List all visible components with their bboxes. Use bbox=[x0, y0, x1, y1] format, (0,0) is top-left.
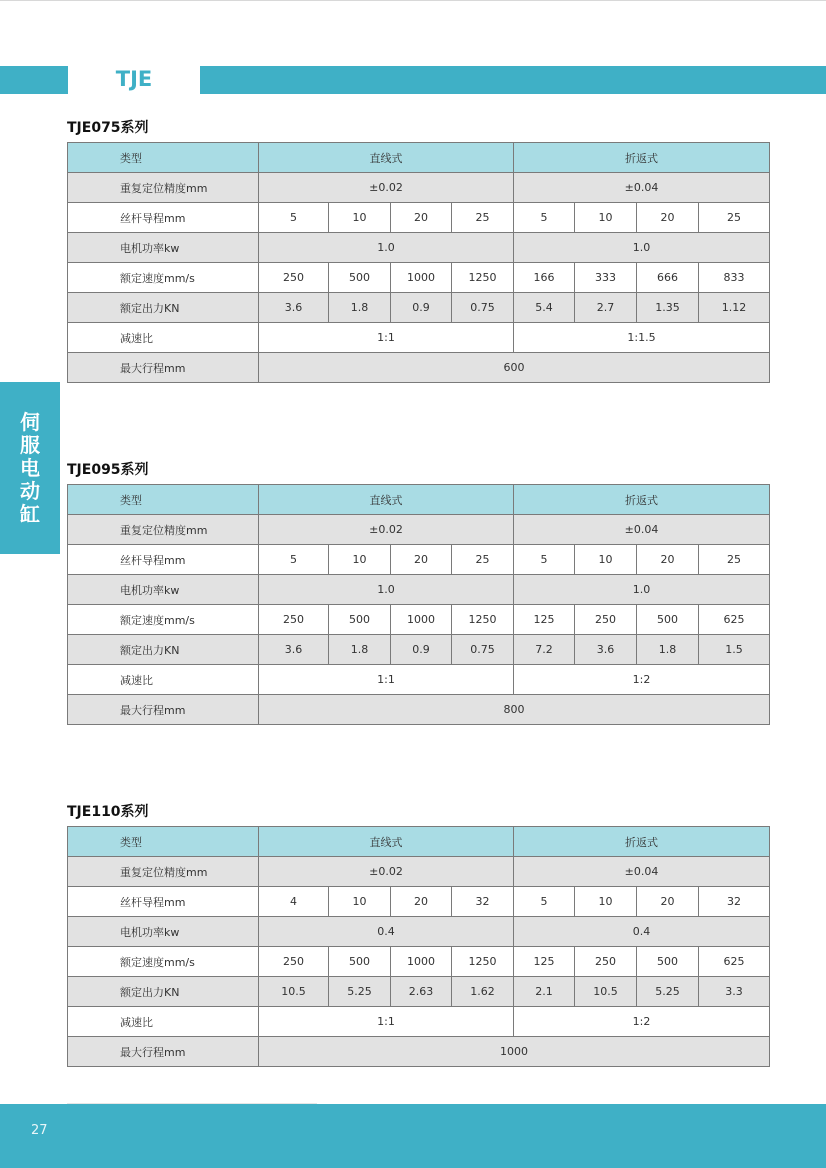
cell: 25 bbox=[699, 203, 770, 233]
row-label: 类型 bbox=[68, 827, 259, 857]
page-number: 27 bbox=[31, 1123, 48, 1138]
table-row bbox=[68, 203, 770, 233]
cell: 1:1 bbox=[259, 665, 514, 695]
cell: 直线式 bbox=[259, 827, 514, 857]
cell: 10 bbox=[575, 545, 637, 575]
side-tab-char: 缸 bbox=[20, 501, 40, 526]
cell: 5 bbox=[514, 887, 575, 917]
cell: 125 bbox=[514, 947, 575, 977]
cell: 10 bbox=[329, 545, 391, 575]
row-label: 额定出力KN bbox=[68, 293, 259, 323]
cell: 166 bbox=[514, 263, 575, 293]
cell: 3.3 bbox=[699, 977, 770, 1007]
table-row bbox=[68, 605, 770, 635]
cell: 20 bbox=[637, 887, 699, 917]
spec-table-tje110 bbox=[67, 826, 770, 1067]
cell: 5.25 bbox=[637, 977, 699, 1007]
table-row bbox=[68, 977, 770, 1007]
cell: 25 bbox=[452, 545, 514, 575]
cell: 0.75 bbox=[452, 635, 514, 665]
row-label: 额定出力KN bbox=[68, 635, 259, 665]
cell: 3.6 bbox=[259, 635, 329, 665]
cell: 折返式 bbox=[514, 827, 770, 857]
cell: 1.8 bbox=[329, 293, 391, 323]
table-row bbox=[68, 635, 770, 665]
row-label: 重复定位精度mm bbox=[68, 515, 259, 545]
top-divider bbox=[0, 0, 826, 1]
cell: 3.6 bbox=[575, 635, 637, 665]
cell: 800 bbox=[259, 695, 770, 725]
cell: 5 bbox=[259, 203, 329, 233]
cell: 500 bbox=[329, 605, 391, 635]
cell: 10.5 bbox=[575, 977, 637, 1007]
cell: ±0.04 bbox=[514, 515, 770, 545]
cell: 1000 bbox=[391, 263, 452, 293]
cell: 0.4 bbox=[259, 917, 514, 947]
cell: 1:1.5 bbox=[514, 323, 770, 353]
table-row bbox=[68, 917, 770, 947]
cell: ±0.04 bbox=[514, 173, 770, 203]
cell: 250 bbox=[575, 947, 637, 977]
cell: 10.5 bbox=[259, 977, 329, 1007]
table-row bbox=[68, 233, 770, 263]
table-row bbox=[68, 665, 770, 695]
cell: 666 bbox=[637, 263, 699, 293]
cell: 1250 bbox=[452, 263, 514, 293]
row-label: 类型 bbox=[68, 143, 259, 173]
row-label: 最大行程mm bbox=[68, 353, 259, 383]
cell: 1:1 bbox=[259, 1007, 514, 1037]
cell: 1000 bbox=[391, 947, 452, 977]
cell: 1.12 bbox=[699, 293, 770, 323]
cell: 1:2 bbox=[514, 665, 770, 695]
row-label: 类型 bbox=[68, 485, 259, 515]
cell: 32 bbox=[699, 887, 770, 917]
cell: 20 bbox=[391, 203, 452, 233]
table-row bbox=[68, 293, 770, 323]
cell: 250 bbox=[259, 263, 329, 293]
cell: 1:2 bbox=[514, 1007, 770, 1037]
cell: 600 bbox=[259, 353, 770, 383]
cell: 25 bbox=[452, 203, 514, 233]
cell: 20 bbox=[391, 887, 452, 917]
table-row bbox=[68, 353, 770, 383]
row-label: 丝杆导程mm bbox=[68, 203, 259, 233]
cell: ±0.04 bbox=[514, 857, 770, 887]
cell: 4 bbox=[259, 887, 329, 917]
cell: 10 bbox=[575, 203, 637, 233]
side-tab-char: 服 bbox=[20, 432, 40, 457]
cell: 1:1 bbox=[259, 323, 514, 353]
cell: 0.4 bbox=[514, 917, 770, 947]
table-row bbox=[68, 485, 770, 515]
cell: 625 bbox=[699, 947, 770, 977]
cell: ±0.02 bbox=[259, 515, 514, 545]
cell: 1.0 bbox=[259, 575, 514, 605]
table-row bbox=[68, 545, 770, 575]
row-label: 额定速度mm/s bbox=[68, 263, 259, 293]
cell: 125 bbox=[514, 605, 575, 635]
cell: 1.35 bbox=[637, 293, 699, 323]
cell: 5.25 bbox=[329, 977, 391, 1007]
cell: 250 bbox=[575, 605, 637, 635]
cell: 2.1 bbox=[514, 977, 575, 1007]
cell: ±0.02 bbox=[259, 857, 514, 887]
cell: 3.6 bbox=[259, 293, 329, 323]
table-row bbox=[68, 323, 770, 353]
row-label: 减速比 bbox=[68, 323, 259, 353]
cell: 2.63 bbox=[391, 977, 452, 1007]
row-label: 额定出力KN bbox=[68, 977, 259, 1007]
cell: 20 bbox=[637, 545, 699, 575]
row-label: 丝杆导程mm bbox=[68, 545, 259, 575]
side-tab-char: 动 bbox=[20, 478, 40, 503]
cell: 10 bbox=[575, 887, 637, 917]
cell: 5 bbox=[259, 545, 329, 575]
cell: 2.7 bbox=[575, 293, 637, 323]
table-row bbox=[68, 827, 770, 857]
cell: 1.5 bbox=[699, 635, 770, 665]
table-row bbox=[68, 1007, 770, 1037]
brand-title: TJE bbox=[115, 67, 153, 91]
cell: 1.62 bbox=[452, 977, 514, 1007]
footer-band bbox=[0, 1104, 826, 1168]
row-label: 电机功率kw bbox=[68, 233, 259, 263]
cell: 1000 bbox=[259, 1037, 770, 1067]
cell: 0.9 bbox=[391, 635, 452, 665]
table-row bbox=[68, 947, 770, 977]
cell: 25 bbox=[699, 545, 770, 575]
cell: 250 bbox=[259, 605, 329, 635]
cell: 1.8 bbox=[637, 635, 699, 665]
cell: 500 bbox=[637, 605, 699, 635]
row-label: 最大行程mm bbox=[68, 695, 259, 725]
cell: 500 bbox=[637, 947, 699, 977]
row-label: 额定速度mm/s bbox=[68, 947, 259, 977]
cell: 833 bbox=[699, 263, 770, 293]
side-category-tab bbox=[0, 382, 60, 554]
cell: 5 bbox=[514, 545, 575, 575]
row-label: 减速比 bbox=[68, 665, 259, 695]
cell: 0.75 bbox=[452, 293, 514, 323]
table-row bbox=[68, 1037, 770, 1067]
row-label: 重复定位精度mm bbox=[68, 173, 259, 203]
cell: 10 bbox=[329, 203, 391, 233]
cell: 10 bbox=[329, 887, 391, 917]
row-label: 减速比 bbox=[68, 1007, 259, 1037]
row-label: 最大行程mm bbox=[68, 1037, 259, 1067]
table-row bbox=[68, 575, 770, 605]
table-row bbox=[68, 857, 770, 887]
cell: 折返式 bbox=[514, 143, 770, 173]
cell: 20 bbox=[391, 545, 452, 575]
cell: 500 bbox=[329, 947, 391, 977]
cell: 1000 bbox=[391, 605, 452, 635]
cell: 625 bbox=[699, 605, 770, 635]
cell: 1.8 bbox=[329, 635, 391, 665]
cell: 7.2 bbox=[514, 635, 575, 665]
cell: 1.0 bbox=[514, 575, 770, 605]
row-label: 丝杆导程mm bbox=[68, 887, 259, 917]
series-title: TJE075系列 bbox=[67, 120, 149, 136]
cell: 1250 bbox=[452, 947, 514, 977]
table-row bbox=[68, 695, 770, 725]
cell: 1.0 bbox=[259, 233, 514, 263]
series-title: TJE095系列 bbox=[67, 462, 149, 478]
cell: 5.4 bbox=[514, 293, 575, 323]
series-title: TJE110系列 bbox=[67, 804, 149, 820]
row-label: 重复定位精度mm bbox=[68, 857, 259, 887]
cell: 1250 bbox=[452, 605, 514, 635]
side-tab-char: 电 bbox=[20, 455, 40, 480]
table-row bbox=[68, 887, 770, 917]
cell: 250 bbox=[259, 947, 329, 977]
cell: 32 bbox=[452, 887, 514, 917]
cell: 5 bbox=[514, 203, 575, 233]
cell: 20 bbox=[637, 203, 699, 233]
cell: 折返式 bbox=[514, 485, 770, 515]
spec-table-tje075 bbox=[67, 142, 770, 383]
cell: 0.9 bbox=[391, 293, 452, 323]
cell: 500 bbox=[329, 263, 391, 293]
side-tab-char: 伺 bbox=[20, 409, 40, 434]
spec-table-tje095 bbox=[67, 484, 770, 725]
header-band-left bbox=[0, 66, 68, 94]
cell: 直线式 bbox=[259, 485, 514, 515]
cell: 1.0 bbox=[514, 233, 770, 263]
cell: 333 bbox=[575, 263, 637, 293]
table-row bbox=[68, 263, 770, 293]
header-band-right bbox=[200, 66, 826, 94]
row-label: 电机功率kw bbox=[68, 575, 259, 605]
row-label: 额定速度mm/s bbox=[68, 605, 259, 635]
table-row bbox=[68, 515, 770, 545]
row-label: 电机功率kw bbox=[68, 917, 259, 947]
cell: 直线式 bbox=[259, 143, 514, 173]
table-row bbox=[68, 143, 770, 173]
cell: ±0.02 bbox=[259, 173, 514, 203]
table-row bbox=[68, 173, 770, 203]
